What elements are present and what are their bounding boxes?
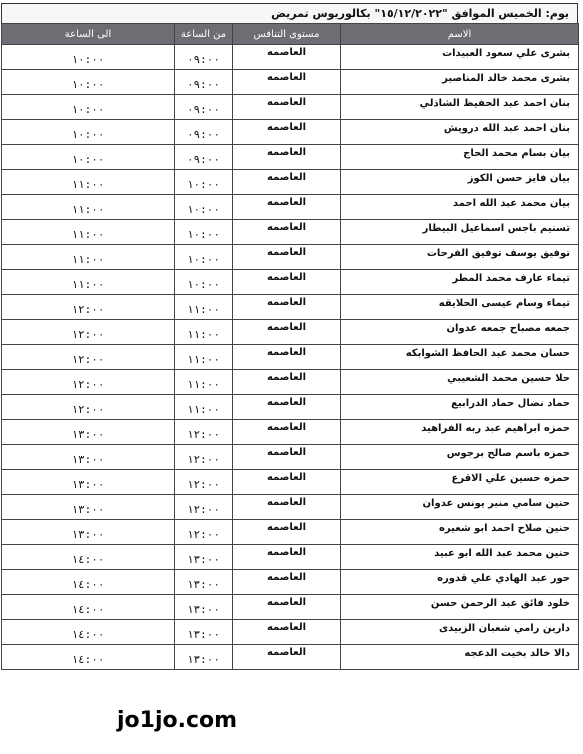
cell-from-time: ١٣:٠٠ (175, 545, 233, 570)
table-header-row (2, 24, 579, 45)
cell-to-time: ١٣:٠٠ (2, 445, 175, 470)
cell-to-time: ١٢:٠٠ (2, 395, 175, 420)
cell-to-time: ١٤:٠٠ (2, 645, 175, 670)
cell-name: بيان بسام محمد الحاج (341, 145, 579, 170)
cell-from-time: ١٢:٠٠ (175, 445, 233, 470)
cell-level: العاصمه (233, 70, 341, 95)
table-row (2, 645, 579, 670)
cell-from-time: ٠٩:٠٠ (175, 95, 233, 120)
table-row (2, 220, 579, 245)
cell-level: العاصمه (233, 270, 341, 295)
schedule-sheet (1, 3, 578, 670)
cell-name: دالا خالد بخيت الدعجه (341, 645, 579, 670)
schedule-title: يوم: الخميس الموافق "١٥/١٢/٢٠٢٢" بكالوريوس تمريض (1, 3, 578, 23)
cell-to-time: ١٢:٠٠ (2, 370, 175, 395)
cell-from-time: ١١:٠٠ (175, 370, 233, 395)
cell-from-time: ١٠:٠٠ (175, 220, 233, 245)
column-header-name: الاسم (341, 24, 579, 45)
cell-to-time: ١٢:٠٠ (2, 295, 175, 320)
table-row (2, 545, 579, 570)
cell-name: حمزه حسين علي الاقرع (341, 470, 579, 495)
column-header-to: الى الساعة (2, 24, 175, 45)
cell-name: حور عبد الهادي علي قدوره (341, 570, 579, 595)
cell-level: العاصمه (233, 595, 341, 620)
table-row (2, 595, 579, 620)
table-row (2, 120, 579, 145)
table-row (2, 445, 579, 470)
cell-name: تسنيم باجس اسماعيل البيطار (341, 220, 579, 245)
cell-level: العاصمه (233, 445, 341, 470)
cell-name: بشرى علي سعود العبيدات (341, 45, 579, 70)
cell-name: تيماء وسام عيسى الحلايقه (341, 295, 579, 320)
cell-level: العاصمه (233, 295, 341, 320)
cell-to-time: ١١:٠٠ (2, 220, 175, 245)
table-row (2, 95, 579, 120)
cell-level: العاصمه (233, 395, 341, 420)
cell-level: العاصمه (233, 170, 341, 195)
cell-level: العاصمه (233, 370, 341, 395)
cell-name: حسان محمد عبد الحافظ الشوابكه (341, 345, 579, 370)
cell-to-time: ١١:٠٠ (2, 170, 175, 195)
column-header-level: مستوى التنافس (233, 24, 341, 45)
table-row (2, 320, 579, 345)
cell-name: خلود فائق عبد الرحمن حسن (341, 595, 579, 620)
cell-from-time: ٠٩:٠٠ (175, 120, 233, 145)
table-row (2, 345, 579, 370)
cell-name: حنين سامي منير يونس عدوان (341, 495, 579, 520)
cell-name: بنان احمد عبد الله درويش (341, 120, 579, 145)
cell-to-time: ١٠:٠٠ (2, 95, 175, 120)
cell-from-time: ٠٩:٠٠ (175, 145, 233, 170)
cell-name: حمزه ابراهيم عبد ربه الفراهيد (341, 420, 579, 445)
site-watermark: jo1jo.com (117, 708, 238, 733)
cell-from-time: ١٣:٠٠ (175, 595, 233, 620)
cell-name: حنين محمد عبد الله ابو عبيد (341, 545, 579, 570)
cell-level: العاصمه (233, 520, 341, 545)
cell-to-time: ١٤:٠٠ (2, 545, 175, 570)
cell-level: العاصمه (233, 245, 341, 270)
table-row (2, 145, 579, 170)
cell-to-time: ١٤:٠٠ (2, 570, 175, 595)
table-row (2, 395, 579, 420)
cell-from-time: ١١:٠٠ (175, 320, 233, 345)
cell-from-time: ٠٩:٠٠ (175, 45, 233, 70)
cell-from-time: ١١:٠٠ (175, 345, 233, 370)
cell-from-time: ١٣:٠٠ (175, 620, 233, 645)
cell-to-time: ١٠:٠٠ (2, 120, 175, 145)
cell-level: العاصمه (233, 495, 341, 520)
cell-level: العاصمه (233, 220, 341, 245)
cell-name: بيان فايز حسن الكوز (341, 170, 579, 195)
cell-to-time: ١٣:٠٠ (2, 470, 175, 495)
cell-to-time: ١٤:٠٠ (2, 620, 175, 645)
cell-to-time: ١٣:٠٠ (2, 420, 175, 445)
cell-from-time: ١١:٠٠ (175, 395, 233, 420)
cell-level: العاصمه (233, 420, 341, 445)
cell-level: العاصمه (233, 195, 341, 220)
cell-to-time: ١١:٠٠ (2, 245, 175, 270)
table-row (2, 245, 579, 270)
cell-to-time: ١١:٠٠ (2, 195, 175, 220)
cell-name: حلا حسين محمد الشعيبي (341, 370, 579, 395)
cell-level: العاصمه (233, 620, 341, 645)
cell-from-time: ١٠:٠٠ (175, 245, 233, 270)
table-row (2, 195, 579, 220)
table-row (2, 420, 579, 445)
cell-from-time: ١٢:٠٠ (175, 495, 233, 520)
cell-level: العاصمه (233, 545, 341, 570)
cell-from-time: ١٢:٠٠ (175, 470, 233, 495)
cell-to-time: ١٢:٠٠ (2, 320, 175, 345)
table-row (2, 370, 579, 395)
table-row (2, 620, 579, 645)
cell-name: دارين رامي شعبان الزبيدى (341, 620, 579, 645)
table-row (2, 570, 579, 595)
cell-to-time: ١٠:٠٠ (2, 145, 175, 170)
cell-name: حمزه باسم صالح برجوس (341, 445, 579, 470)
cell-from-time: ١٢:٠٠ (175, 520, 233, 545)
cell-level: العاصمه (233, 145, 341, 170)
cell-level: العاصمه (233, 470, 341, 495)
table-row (2, 170, 579, 195)
cell-name: بشرى محمد خالد المناصير (341, 70, 579, 95)
cell-from-time: ٠٩:٠٠ (175, 70, 233, 95)
cell-to-time: ١٠:٠٠ (2, 70, 175, 95)
table-row (2, 520, 579, 545)
cell-from-time: ١٣:٠٠ (175, 570, 233, 595)
cell-to-time: ١٠:٠٠ (2, 45, 175, 70)
cell-name: بيان محمد عبد الله احمد (341, 195, 579, 220)
cell-level: العاصمه (233, 120, 341, 145)
cell-level: العاصمه (233, 45, 341, 70)
table-row (2, 470, 579, 495)
cell-from-time: ١٢:٠٠ (175, 420, 233, 445)
cell-name: حنين صلاح احمد ابو شعيره (341, 520, 579, 545)
cell-level: العاصمه (233, 645, 341, 670)
schedule-table (1, 23, 579, 670)
cell-to-time: ١١:٠٠ (2, 270, 175, 295)
cell-from-time: ١٠:٠٠ (175, 170, 233, 195)
table-row (2, 45, 579, 70)
cell-from-time: ١١:٠٠ (175, 295, 233, 320)
table-row (2, 70, 579, 95)
column-header-from: من الساعة (175, 24, 233, 45)
cell-from-time: ١٠:٠٠ (175, 270, 233, 295)
cell-to-time: ١٢:٠٠ (2, 345, 175, 370)
cell-level: العاصمه (233, 570, 341, 595)
cell-from-time: ١٣:٠٠ (175, 645, 233, 670)
table-row (2, 495, 579, 520)
cell-name: تيماء عارف محمد المطر (341, 270, 579, 295)
cell-name: جمعه مصباح جمعه عدوان (341, 320, 579, 345)
cell-from-time: ١٠:٠٠ (175, 195, 233, 220)
cell-to-time: ١٣:٠٠ (2, 495, 175, 520)
cell-to-time: ١٣:٠٠ (2, 520, 175, 545)
cell-name: بنان احمد عبد الحفيظ الشاذلي (341, 95, 579, 120)
table-row (2, 270, 579, 295)
cell-level: العاصمه (233, 95, 341, 120)
table-row (2, 295, 579, 320)
cell-name: حماد نضال حماد الدرابيع (341, 395, 579, 420)
cell-level: العاصمه (233, 345, 341, 370)
cell-level: العاصمه (233, 320, 341, 345)
cell-to-time: ١٤:٠٠ (2, 595, 175, 620)
cell-name: توفيق يوسف توفيق الفرحات (341, 245, 579, 270)
